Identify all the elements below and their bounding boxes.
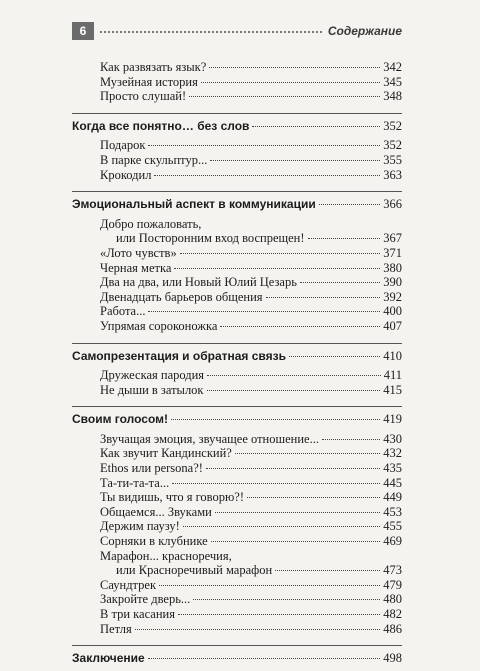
toc-entry[interactable] [72,290,402,305]
page-ref: 410 [383,348,402,363]
dot-leader [207,375,381,376]
page-ref: 419 [383,412,402,427]
toc-entry[interactable] [72,490,402,505]
toc-entry[interactable] [72,549,402,564]
entry-title: Сорняки в клубнике [100,534,208,549]
dot-leader [135,629,381,630]
entry-title: Та-ти-та-та... [100,475,170,490]
page-ref: 445 [383,475,402,490]
toc-entry[interactable] [72,60,402,75]
page-ref: 371 [383,245,402,260]
toc-entry[interactable] [72,153,402,168]
entry-title: Не дыши в затылок [100,382,204,397]
toc-entry[interactable] [72,505,402,520]
toc-entry[interactable] [72,519,402,534]
page-number: 6 [72,22,94,40]
entry-title: Как развязать язык? [100,60,207,74]
page-ref: 355 [383,152,402,167]
dot-leader [174,268,380,269]
toc-entry[interactable] [72,476,402,491]
section-title: Самопрезентация и обратная связь [72,348,286,363]
dot-leader [154,175,380,176]
dot-leader [148,311,380,312]
page-ref: 453 [383,504,402,519]
toc-entry[interactable] [72,168,402,183]
toc-section-heading[interactable] [72,197,402,212]
toc-entry[interactable] [72,75,402,90]
running-header [72,22,402,40]
toc-entry[interactable] [72,461,402,476]
dot-leader [211,541,381,542]
page-ref: 473 [383,563,402,578]
page-ref: 407 [383,318,402,333]
dot-leader [308,238,381,239]
entry-title: Крокодил [100,167,152,182]
entry-title: Держим паузу! [100,519,180,534]
entry-title: Черная метка [100,260,172,275]
entry-title: В три касания [100,607,175,621]
table-of-contents [72,60,402,671]
entry-title: Как звучит Кандинский? [100,446,232,461]
page-ref: 482 [383,607,402,621]
section-divider [72,645,402,646]
toc-entry[interactable] [72,261,402,276]
page-ref: 432 [383,446,402,461]
entry-title: или Красноречивый марафон [116,563,273,578]
dot-leader [235,453,380,454]
entry-title: Закройте дверь... [100,592,191,607]
dot-leader [148,658,381,659]
page-ref: 348 [383,89,402,104]
entry-title: Двенадцать барьеров общения [100,289,263,304]
dot-leader [183,526,380,527]
toc-entry[interactable] [72,231,402,246]
page-ref: 363 [383,167,402,182]
section-divider [72,406,402,407]
page-ref: 498 [383,651,402,666]
entry-title: Общаемся... Звуками [100,504,212,519]
section-divider [72,343,402,344]
entry-title: «Лото чувств» [100,245,177,260]
entry-title: Подарок [100,138,146,153]
dot-leader [247,497,380,498]
page-ref: 469 [383,534,402,549]
dot-leader [322,439,380,440]
section-divider [72,191,402,192]
entry-title: Работа... [100,304,146,319]
toc-entry[interactable] [72,217,402,232]
dot-leader [178,614,380,615]
dot-leader [252,126,380,127]
toc-entry[interactable] [72,304,402,319]
page-ref: 392 [383,289,402,304]
toc-section-heading[interactable] [72,651,402,666]
entry-title: Саундтрек [100,577,157,592]
toc-entry[interactable] [72,319,402,334]
entry-title: Добро пожаловать, [100,216,202,231]
section-title: Эмоциональный аспект в коммуникации [72,197,316,212]
entry-title: Просто слушай! [100,89,187,104]
page-ref: 455 [383,519,402,534]
entry-title: Ethos или persona?! [100,461,203,476]
page-ref: 345 [383,74,402,89]
section-divider [72,113,402,114]
entry-title: или Посторонним вход воспрещен! [116,231,305,246]
toc-section-heading[interactable] [72,349,402,364]
page-ref: 480 [383,592,402,607]
dot-leader [193,599,380,600]
running-title: Содержание [327,24,402,38]
page-ref: 352 [383,118,402,133]
section-title: Заключение [72,651,145,666]
dot-leader [266,297,381,298]
toc-entry[interactable] [72,563,402,578]
page-ref: 479 [383,577,402,592]
entry-title: Упрямая сороконожка [100,318,218,333]
page-ref: 352 [383,138,402,153]
toc-entry[interactable] [72,622,402,637]
toc-entry[interactable] [72,446,402,461]
toc-entry[interactable] [72,246,402,261]
entry-title: В парке скульптур... [100,152,208,167]
entry-title: Музейная история [100,74,198,89]
spacer [72,666,402,671]
toc-entry[interactable] [72,383,402,398]
entry-title: Марафон... красноречия, [100,548,232,563]
toc-entry[interactable] [72,432,402,447]
entry-title: Звучащая эмоция, звучащее отношение... [100,431,319,446]
page-ref: 342 [383,60,402,74]
dot-leader [220,326,380,327]
dot-leader [210,160,380,161]
toc-entry[interactable] [72,89,402,104]
dot-leader [159,585,380,586]
dot-leader [215,512,380,513]
dot-leader [275,570,380,571]
toc-entry[interactable] [72,578,402,593]
section-title: Когда все понятно… без слов [72,118,250,133]
toc-entry[interactable] [72,275,402,290]
dot-leader [300,282,380,283]
toc-entry[interactable] [72,368,402,383]
entry-title: Ты видишь, что я говорю?! [100,490,245,505]
dot-leader [201,82,380,83]
toc-entry[interactable] [72,592,402,607]
page-ref: 390 [383,275,402,290]
dot-leader [148,145,380,146]
dot-leader [209,67,380,68]
page-ref: 366 [383,197,402,212]
page-ref: 400 [383,304,402,319]
header-dotted-rule [100,22,322,33]
dot-leader [206,468,380,469]
dot-leader [319,204,381,205]
page-ref: 430 [383,431,402,446]
page-ref: 435 [383,461,402,476]
dot-leader [289,356,380,357]
page-ref: 415 [383,382,402,397]
entry-title: Два на два, или Новый Юлий Цезарь [100,275,297,290]
toc-section-heading[interactable] [72,412,402,427]
dot-leader [172,483,380,484]
toc-entry[interactable] [72,534,402,549]
book-page [72,22,402,671]
toc-entry[interactable] [72,138,402,153]
dot-leader [171,419,380,420]
page-ref: 380 [383,260,402,275]
toc-entry[interactable] [72,607,402,622]
page-ref: 367 [383,231,402,246]
entry-title: Дружеская пародия [100,368,205,383]
dot-leader [189,96,380,97]
dot-leader [207,390,381,391]
toc-section-heading[interactable] [72,119,402,134]
entry-title: Петля [100,621,132,636]
dot-leader [180,253,381,254]
page-ref: 449 [383,490,402,505]
page-ref: 411 [383,368,402,383]
section-title: Своим голосом! [72,412,169,427]
page-ref: 486 [383,621,402,636]
